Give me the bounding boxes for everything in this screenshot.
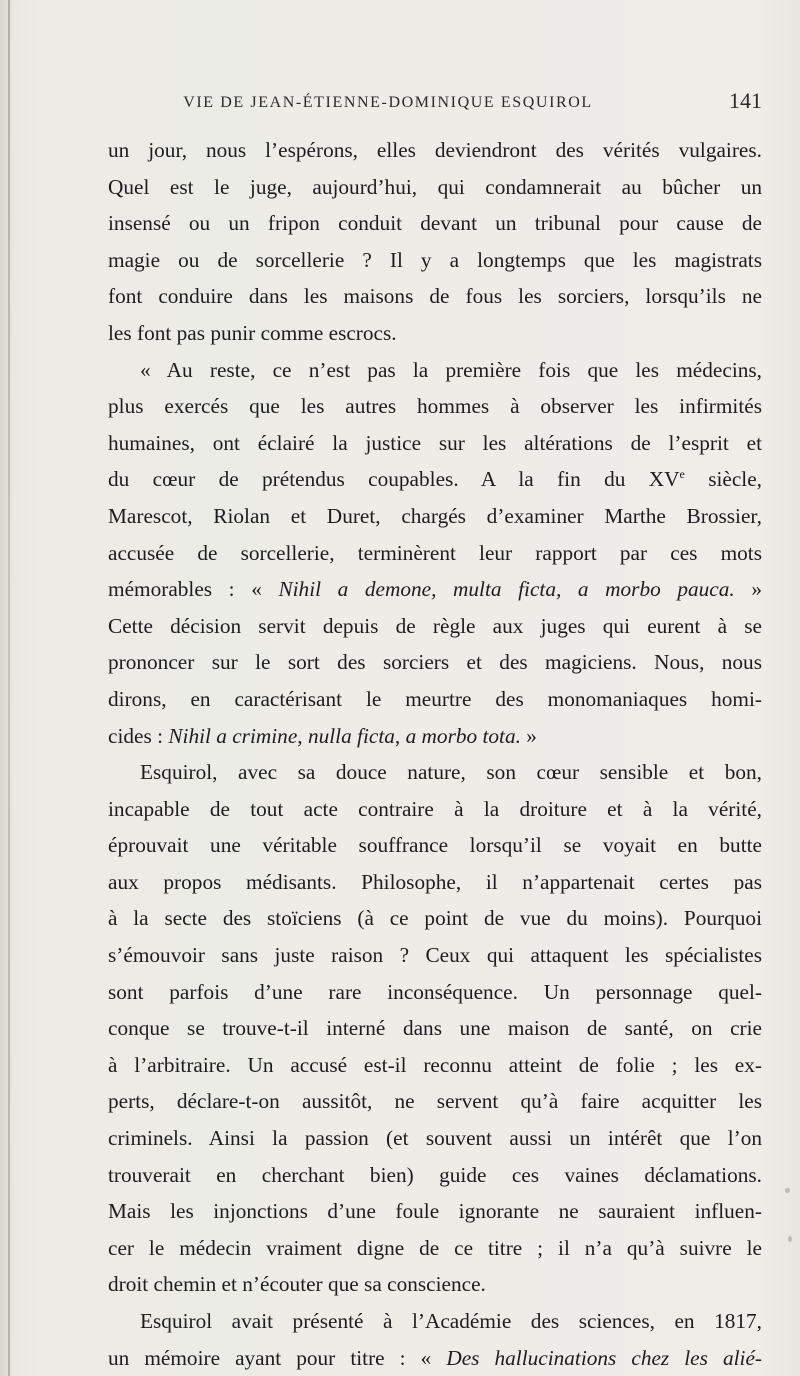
line-text: siècle, [684, 467, 762, 492]
text-line: les font pas punir comme escrocs. [108, 320, 397, 345]
text-line: font conduire dans les maisons de fous les sorciers, lorsqu’ils ne [108, 284, 762, 309]
text-line: criminels. Ainsi la passion (et souvent aussi un intérêt que l’on [108, 1126, 762, 1151]
line-text: mémorables : « [108, 577, 279, 602]
text-line: sont parfois d’une rare inconséquence. Un personnage quel- [108, 979, 762, 1004]
text-line: Marescot, Riolan et Duret, chargés d’examiner Marthe Brossier, [108, 503, 762, 528]
text-line: Esquirol, avec sa douce nature, son cœur sensible et bon, [140, 760, 762, 785]
text-line: humaines, ont éclairé la justice sur les altérations de l’esprit et [108, 430, 762, 455]
line-text: » [520, 723, 537, 748]
text-line: perts, déclare-t-on aussitôt, ne servent qu’à faire acquitter les [108, 1089, 762, 1114]
line-text: cides : [108, 723, 169, 748]
latin-quote-2c: a morbo tota. [405, 723, 521, 748]
text-line: Mais les injonctions d’une foule ignorante ne sauraient influen- [108, 1199, 762, 1224]
line-text: » [734, 577, 762, 602]
memoire-title: Des hallucinations chez les alié- [446, 1345, 762, 1370]
text-line: s’émouvoir sans juste raison ? Ceux qui attaquent les spécialistes [108, 943, 762, 968]
latin-quote-2b: nulla ficta [307, 723, 395, 748]
text-line: cer le médecin vraiment digne de ce titre ; il n’a qu’à suivre le [108, 1235, 762, 1260]
text-line: un jour, nous l’espérons, elles deviendront des vérités vulgaires. [108, 138, 762, 162]
running-head [108, 88, 762, 118]
paper-speck [788, 1236, 792, 1242]
century-superscript: e [679, 467, 685, 482]
line-text: un mémoire ayant pour titre : « [108, 1345, 447, 1370]
text-line: éprouvait une véritable souffrance lorsqu’il se voyait en butte [108, 833, 762, 858]
text-line: aux propos médisants. Philosophe, il n’appartenait certes pas [108, 869, 762, 894]
running-title: VIE DE JEAN-ÉTIENNE-DOMINIQUE ESQUIROL [183, 94, 593, 111]
text-line: plus exercés que les autres hommes à observer les infirmités [108, 394, 762, 419]
text-line: incapable de tout acte contraire à la droiture et à la vérité, [108, 796, 762, 821]
text-line: « Au reste, ce n’est pas la première fois que les médecins, [140, 357, 762, 382]
binding-shadow [8, 0, 10, 1376]
text-line [108, 1340, 762, 1376]
text-line [108, 461, 762, 498]
latin-quote-2a: Nihil a crimine [168, 723, 298, 748]
text-line: trouverait en cherchant bien) guide ces vaines déclamations. [108, 1162, 762, 1187]
text-line: prononcer sur le sort des sorciers et des magiciens. Nous, nous [108, 650, 762, 675]
text-line [108, 718, 762, 755]
text-line: à l’arbitraire. Un accusé est-il reconnu atteint de folie ; les ex- [108, 1052, 762, 1077]
line-text: du cœur de prétendus coupables. A la fin du XV [108, 467, 680, 492]
text-line: Esquirol avait présenté à l’Académie des sciences, en 1817, [140, 1309, 762, 1333]
body-text [108, 132, 762, 1376]
line-text: , [394, 723, 406, 748]
page-number: 141 [729, 88, 762, 113]
text-line: droit chemin et n’écouter que sa conscience. [108, 1272, 486, 1297]
text-line: accusée de sorcellerie, terminèrent leur rapport par ces mots [108, 540, 762, 565]
paper-speck [785, 1188, 790, 1193]
text-line: Cette décision servit depuis de règle aux juges qui eurent à se [108, 613, 762, 638]
text-line [108, 571, 762, 608]
text-line: magie ou de sorcellerie ? Il y a longtemps que les magistrats [108, 247, 762, 272]
text-line: conque se trouve-t-il interné dans une maison de santé, on crie [108, 1016, 762, 1041]
text-line: à la secte des stoïciens (à ce point de vue du moins). Pourquoi [108, 906, 762, 931]
text-line: insensé ou un fripon conduit devant un tribunal pour cause de [108, 211, 762, 236]
text-line: Quel est le juge, aujourd’hui, qui condamnerait au bûcher un [108, 174, 762, 199]
text-line: dirons, en caractérisant le meurtre des monomaniaques homi- [108, 686, 762, 711]
line-text: , [297, 723, 308, 748]
latin-quote-1: Nihil a demone, multa ficta, a morbo pauca. [278, 577, 735, 602]
